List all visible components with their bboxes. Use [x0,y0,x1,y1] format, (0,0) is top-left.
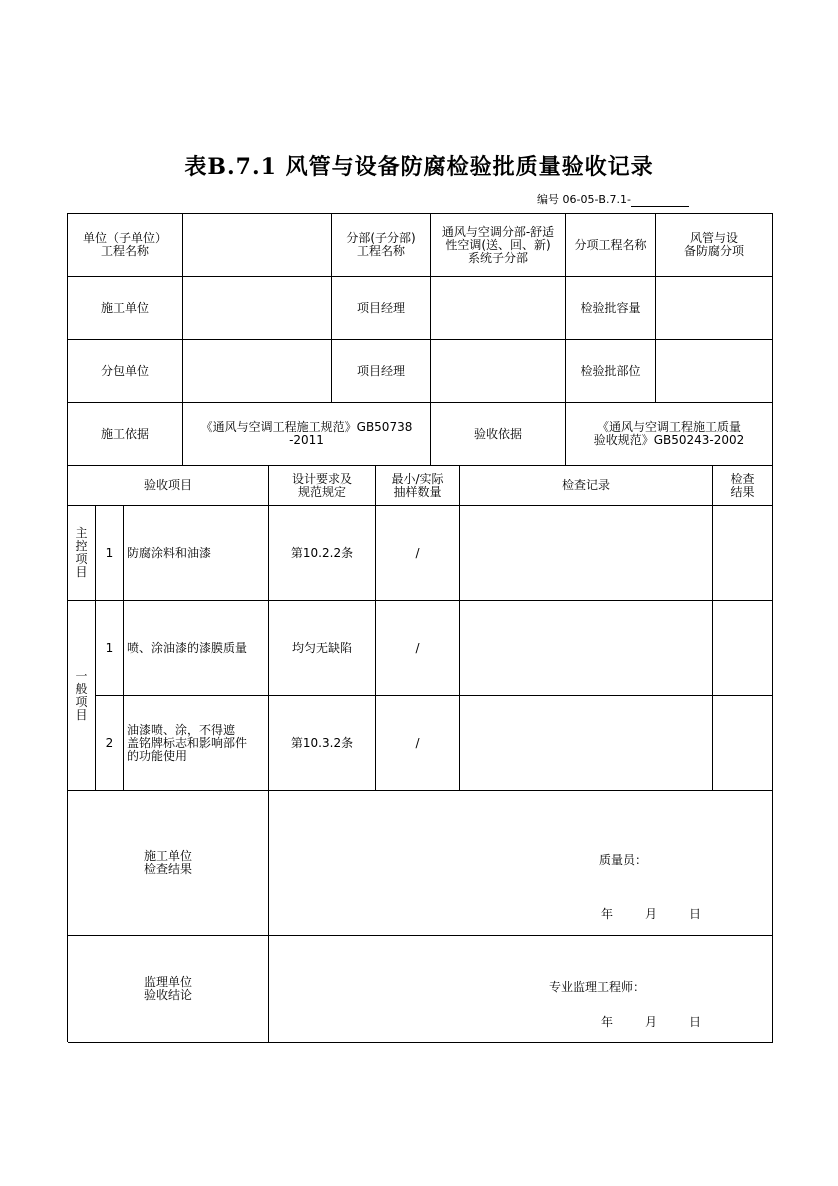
main-item-1-no: 1 [96,506,124,601]
date-day: 日 [689,1015,702,1029]
subitem-name-label: 分项工程名称 [566,214,656,277]
main-item-1-record[interactable] [460,506,713,601]
acceptance-basis-label: 验收依据 [431,403,566,466]
inspection-form [67,213,773,1042]
subitem-name-field[interactable]: 风管与设 备防腐分项 [656,214,773,277]
supervision-conclusion-field[interactable] [269,936,773,1043]
construction-check-label: 施工单位 检查结果 [68,791,269,936]
unit-name-field[interactable] [183,214,332,277]
batch-capacity-field[interactable] [656,277,773,340]
project-manager-field-1[interactable] [431,277,566,340]
form-code-blank[interactable] [631,195,689,207]
supervision-date[interactable] [601,1016,701,1029]
main-control-group-text: 主 控 项 目 [75,526,88,579]
batch-capacity-label: 检验批容量 [566,277,656,340]
subcontractor-field[interactable] [183,340,332,403]
general-group-text: 一 般 项 目 [75,668,88,722]
construction-check-field[interactable] [269,791,773,936]
date-day: 日 [689,907,702,921]
subcontractor-label: 分包单位 [68,340,183,403]
general-item-1-name: 喷、涂油漆的漆膜质量 [124,601,269,696]
general-item-2-result[interactable] [713,696,773,791]
col-inspection-record: 检查记录 [460,466,713,506]
main-item-1-result[interactable] [713,506,773,601]
general-item-2-no: 2 [96,696,124,791]
general-item-1-spec: 均匀无缺陷 [269,601,376,696]
col-design-requirement: 设计要求及 规范规定 [269,466,376,506]
general-item-1-no: 1 [96,601,124,696]
main-item-1-spec: 第10.2.2条 [269,506,376,601]
date-year: 年 [601,907,614,921]
general-item-1-record[interactable] [460,601,713,696]
form-code [537,191,689,207]
general-item-1-result[interactable] [713,601,773,696]
supervision-conclusion-label: 监理单位 验收结论 [68,936,269,1043]
col-inspection-result: 检查 结果 [713,466,773,506]
col-sample-quantity: 最小/实际 抽样数量 [376,466,460,506]
general-item-2-sample[interactable]: / [376,696,460,791]
division-name-field[interactable]: 通风与空调分部-舒适 性空调(送、回、新) 系统子分部 [431,214,566,277]
project-manager-field-2[interactable] [431,340,566,403]
date-year: 年 [601,1015,614,1029]
supervision-engineer-label: 专业监理工程师： [549,980,646,994]
unit-name-label: 单位（子单位） 工程名称 [68,214,183,277]
col-acceptance-item: 验收项目 [68,466,269,506]
contractor-field[interactable] [183,277,332,340]
general-item-2-name: 油漆喷、涂，不得遮 盖铭牌标志和影响部件 的功能使用 [124,696,269,791]
date-month: 月 [645,907,658,921]
construction-basis-label: 施工依据 [68,403,183,466]
project-manager-label-1: 项目经理 [332,277,431,340]
project-manager-label-2: 项目经理 [332,340,431,403]
main-item-1-sample[interactable]: / [376,506,460,601]
batch-location-label: 检验批部位 [566,340,656,403]
main-item-1-name: 防腐涂料和油漆 [124,506,269,601]
construction-basis-field[interactable]: 《通风与空调工程施工规范》GB50738 -2011 [183,403,431,466]
construction-check-date[interactable] [601,908,701,921]
general-item-1-sample[interactable]: / [376,601,460,696]
acceptance-basis-field[interactable]: 《通风与空调工程施工质量 验收规范》GB50243-2002 [566,403,773,466]
division-name-label: 分部(子分部) 工程名称 [332,214,431,277]
general-group-label [68,601,96,791]
main-control-group-label [68,506,96,601]
general-item-2-spec: 第10.3.2条 [269,696,376,791]
quality-inspector-label: 质量员： [599,853,648,867]
batch-location-field[interactable] [656,340,773,403]
date-month: 月 [645,1015,658,1029]
general-item-2-record[interactable] [460,696,713,791]
contractor-label: 施工单位 [68,277,183,340]
form-title: 表B.7.1 风管与设备防腐检验批质量验收记录 [184,154,654,180]
form-code-label: 编号 06-05-B.7.1- [537,193,631,206]
